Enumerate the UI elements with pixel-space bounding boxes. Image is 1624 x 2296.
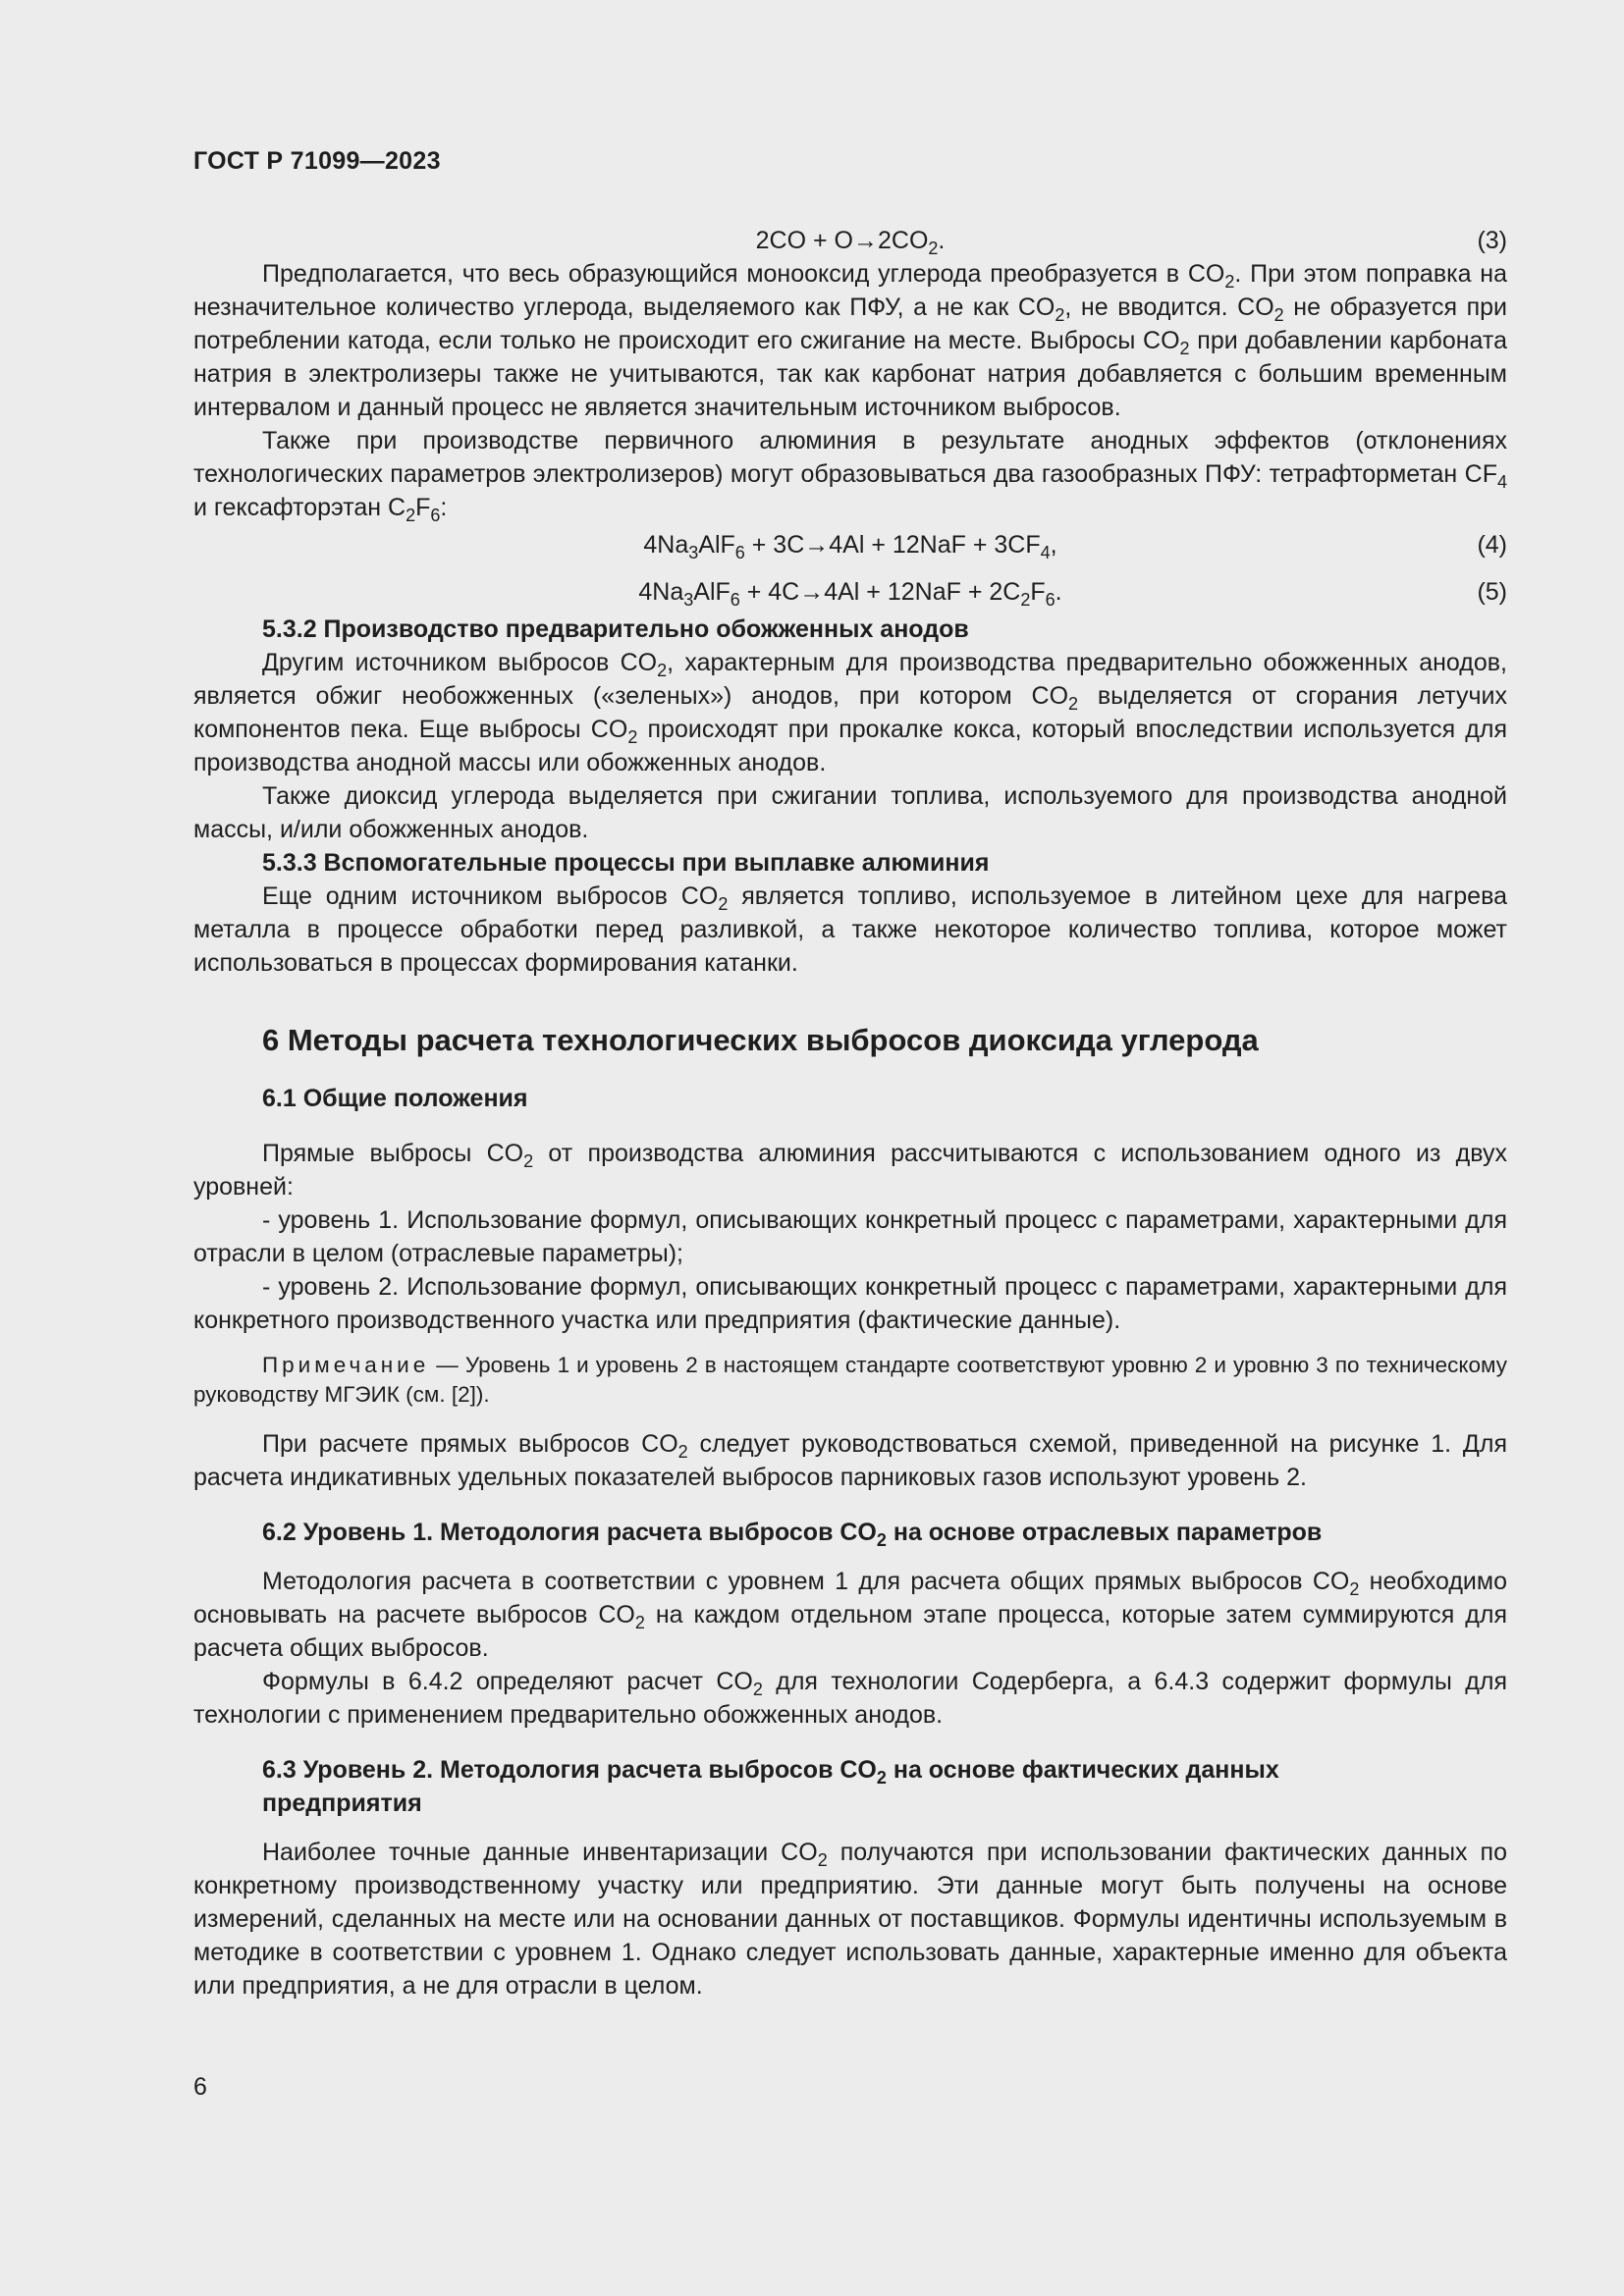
paragraph: Также при производстве первичного алюминия в результате анодных эффектов (отклонениях технологических параметров электролизеров) могут образовываться два газообразных ПФУ: тетрафторметан $CF_4$ и гексафторэтан $C_2F_6$: <box>193 427 1507 525</box>
list-item: - уровень 1. Использование формул, описывающих конкретный процесс с параметрами, характерными для отрасли в целом (отраслевые параметры); <box>193 1206 1507 1267</box>
section-heading-6-1: 6.1 Общие положения <box>262 1085 528 1112</box>
equation-5 <box>193 575 1507 609</box>
equation-formula: $4Na_3AlF_6 + 4C\to 4Al + 12NaF + 2C_2F_6$. <box>638 578 1062 610</box>
equation-3 <box>193 224 1507 257</box>
list-item: - уровень 2. Использование формул, описывающих конкретный процесс с параметрами, характерными для конкретного производственного участка или предприятия (фактические данные). <box>193 1273 1507 1334</box>
paragraph: Формулы в 6.4.2 определяют расчет $CO_2$ для технологии Содерберга, а 6.4.3 содержит формулы для технологии с применением предварительно обожженных анодов. <box>193 1668 1507 1729</box>
equation-number: (3) <box>1477 227 1507 254</box>
paragraph: Еще одним источником выбросов $CO_2$ является топливо, используемое в литейном цехе для нагрева металла в процессе обработки перед разливкой, а также некоторое количество топлива, которое может использоваться в процессах формирования катанки. <box>193 882 1507 977</box>
note-text: — Уровень 1 и уровень 2 в настоящем стандарте соответствуют уровню 2 и уровню 3 по техническому руководству МГЭИК (см. [2]). <box>193 1353 1507 1407</box>
section-heading-6-3 <box>193 1753 1507 1820</box>
section-heading-line: 6.3 Уровень 2. Методология расчета выбросов $CO_2$ на основе фактических данных <box>262 1756 1279 1788</box>
document-body <box>193 224 1507 2002</box>
note <box>193 1351 1507 1410</box>
document-header: ГОСТ Р 71099—2023 <box>193 147 441 175</box>
section-heading-6-2: 6.2 Уровень 1. Методология расчета выбросов $CO_2$ на основе отраслевых параметров <box>262 1519 1323 1550</box>
paragraph: Прямые выбросы $CO_2$ от производства алюминия рассчитываются с использованием одного из двух уровней: <box>193 1140 1507 1201</box>
equation-number: (4) <box>1477 531 1507 559</box>
paragraph: При расчете прямых выбросов $CO_2$ следует руководствоваться схемой, приведенной на рисунке 1. Для расчета индикативных удельных показателей выбросов парниковых газов используют уровень 2. <box>193 1430 1507 1491</box>
section-heading-line: предприятия <box>262 1789 422 1817</box>
section-heading-5-3-3: 5.3.3 Вспомогательные процессы при выплавке алюминия <box>262 849 990 877</box>
section-heading-6: 6 Методы расчета технологических выбросов диоксида углерода <box>262 1023 1259 1057</box>
equation-formula: $4Na_3AlF_6 + 3C\to 4Al + 12NaF + 3CF_4$, <box>643 531 1057 562</box>
equation-4 <box>193 528 1507 561</box>
paragraph: Также диоксид углерода выделяется при сжигании топлива, используемого для производства анодной массы, и/или обожженных анодов. <box>193 782 1507 843</box>
paragraph: Наиболее точные данные инвентаризации $CO_2$ получаются при использовании фактических данных по конкретному производственному участку или предприятию. Эти данные могут быть получены на основе измерений, сделанных на месте или на основании данных от поставщиков. Формулы идентичны используемым в методике в соответствии с уровнем 1. Однако следует использовать данные, характерные именно для объекта или предприятия, а не для отрасли в целом. <box>193 1839 1507 2000</box>
paragraph: Другим источником выбросов $CO_2$, характерным для производства предварительно обожженных анодов, является обжиг необожженных («зеленых») анодов, при котором $CO_2$ выделяется от сгорания летучих компонентов пека. Еще выбросы $CO_2$ происходят при прокалке кокса, который впоследствии используется для производства анодной массы или обожженных анодов. <box>193 649 1507 776</box>
paragraph: Предполагается, что весь образующийся монооксид углерода преобразуется в $CO_2$. При этом поправка на незначительное количество углерода, выделяемого как ПФУ, а не как $CO_2$, не вводится. $CO_2$ не образуется при потреблении катода, если только не происходит его сжигание на месте. Выбросы $CO_2$ при добавлении карбоната натрия в электролизеры также не учитываются, так как карбонат натрия добавляется с большим временным интервалом и данный процесс не является значительным источником выбросов. <box>193 260 1507 421</box>
equation-number: (5) <box>1477 578 1507 606</box>
page-number: 6 <box>193 2073 207 2101</box>
paragraph: Методология расчета в соответствии с уровнем 1 для расчета общих прямых выбросов $CO_2$ необходимо основывать на расчете выбросов $CO_2$ на каждом отдельном этапе процесса, которые затем суммируются для расчета общих выбросов. <box>193 1568 1507 1662</box>
section-heading-5-3-2: 5.3.2 Производство предварительно обожженных анодов <box>262 615 969 643</box>
note-label: Примечание <box>262 1353 430 1377</box>
equation-formula: $2CO + O\to 2CO_2$. <box>755 227 946 258</box>
